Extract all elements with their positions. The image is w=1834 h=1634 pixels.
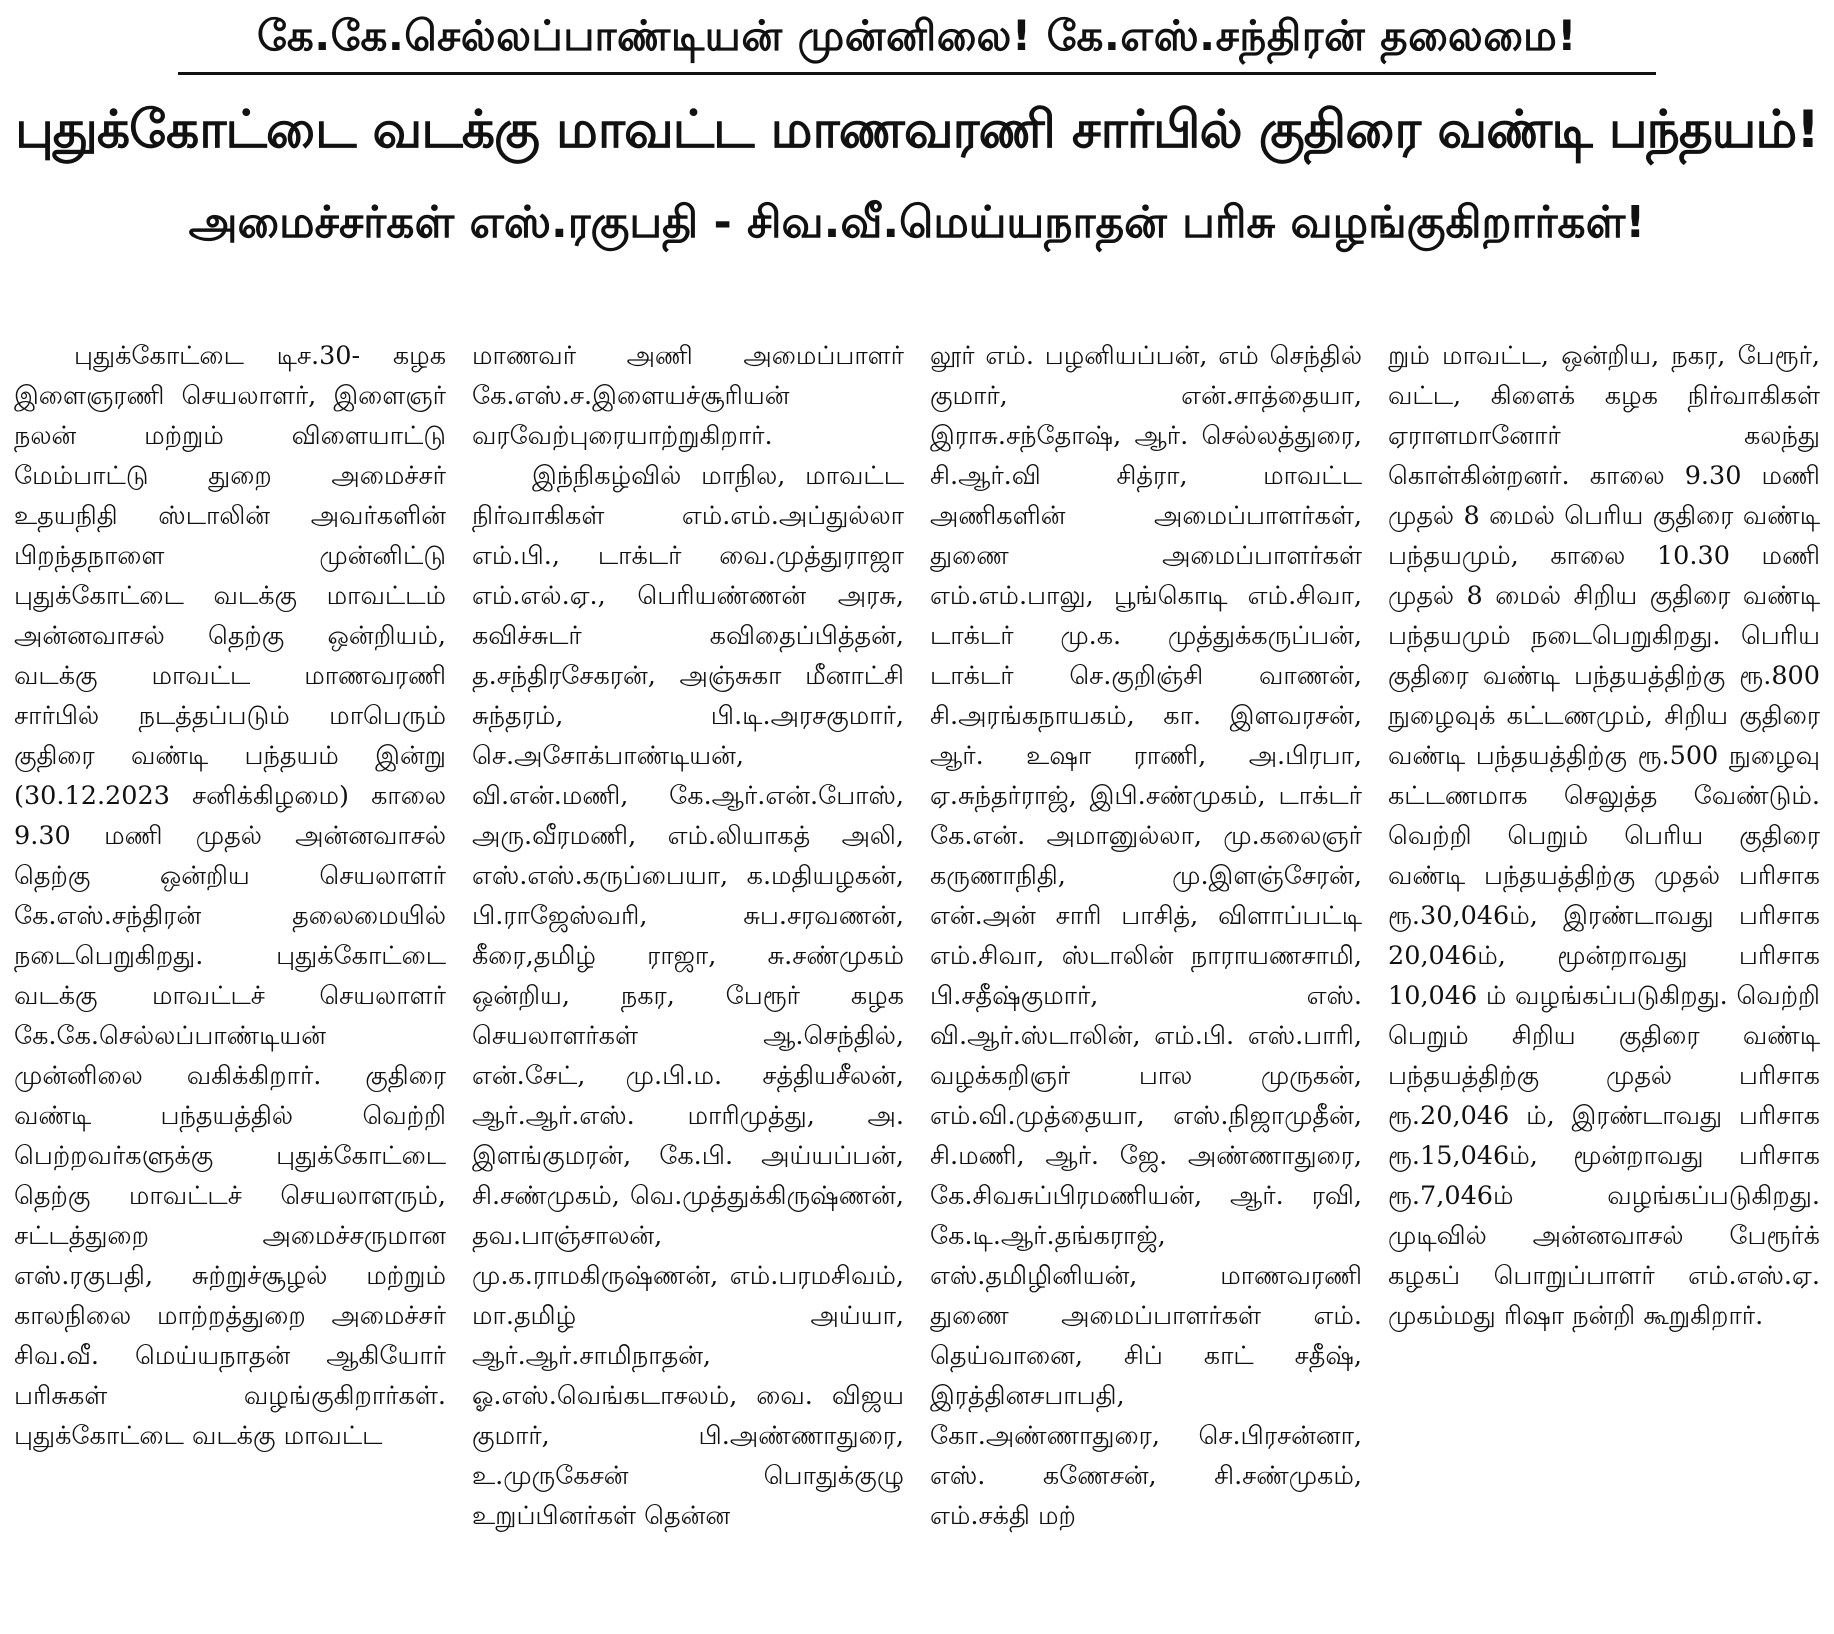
article-body xyxy=(10,336,1824,1628)
headline: புதுக்கோட்டை வடக்கு மாவட்ட மாணவரணி சார்பில் குதிரை வண்டி பந்தயம்! xyxy=(15,100,1819,160)
column-2-paragraph-2: இந்நிகழ்வில் மாநில, மாவட்ட நிர்வாகிகள் எம்.எம்.அப்துல்லா எம்.பி., டாக்டர் வை.முத்துராஜா எம்.எல்.ஏ., பெரியண்ணன் அரசு, கவிச்சுடர் கவிதைப்பித்தன், த.சந்திரசேகரன், அஞ்சுகா மீனாட்சி சுந்தரம், பி.டி.அரசகுமார், செ.அசோக்பாண்டியன், வி.என்.மணி, கே.ஆர்.என்.போஸ், அரு.வீரமணி, எம்.லியாகத் அலி, எஸ்.எஸ்.கருப்பையா, க.மதியழகன், பி.ராஜேஸ்வரி, சுப.சரவணன், கீரை,தமிழ் ராஜா, சு.சண்முகம் ஒன்றிய, நகர, பேரூர் கழக செயலாளர்கள் ஆ.செந்தில், என்.சேட், மு.பி.ம. சத்தியசீலன், ஆர்.ஆர்.எஸ். மாரிமுத்து, அ. இளங்குமரன், கே.பி. அய்யப்பன், சி.சண்முகம், வெ.முத்துக்கிருஷ்ணன், தவ.பாஞ்சாலன், மு.க.ராமகிருஷ்ணன், எம்.பரமசிவம், மா.தமிழ் அய்யா, ஆர்.ஆர்.சாமிநாதன், ஓ.எஸ்.வெங்கடாசலம், வை. விஜய குமார், பி.அண்ணாதுரை, உ.முருகேசன் பொதுக்குழு உறுப்பினர்கள் தென்ன xyxy=(472,461,904,1531)
column-1-paragraph-1: புதுக்கோட்டை டிச.30- கழக இளைஞரணி செயலாளர், இளைஞர் நலன் மற்றும் விளையாட்டு மேம்பாட்டு துறை அமைச்சர் உதயநிதி ஸ்டாலின் அவர்களின் பிறந்தநாளை முன்னிட்டு புதுக்கோட்டை வடக்கு மாவட்டம் அன்னவாசல் தெற்கு ஒன்றியம், வடக்கு மாவட்ட மாணவரணி சார்பில் நடத்தப்படும் மாபெரும் குதிரை வண்டி பந்தயம் இன்று (30.12.2023 சனிக்கிழமை) காலை 9.30 மணி முதல் அன்னவாசல் தெற்கு ஒன்றிய செயலாளர் கே.எஸ்.சந்திரன் தலைமையில் நடைபெறுகிறது. புதுக்கோட்டை வடக்கு மாவட்டச் செயலாளர் கே.கே.செல்லப்பாண்டியன் முன்னிலை வகிக்கிறார். குதிரை வண்டி பந்தயத்தில் வெற்றி பெற்றவர்களுக்கு புதுக்கோட்டை தெற்கு மாவட்டச் செயலாளரும், சட்டத்துறை அமைச்சருமான எஸ்.ரகுபதி, சுற்றுச்சூழல் மற்றும் காலநிலை மாற்றத்துறை அமைச்சர் சிவ.வீ. மெய்யநாதன் ஆகியோர் பரிசுகள் வழங்குகிறார்கள். புதுக்கோட்டை வடக்கு மாவட்ட xyxy=(14,341,446,1451)
kicker-line: கே.கே.செல்லப்பாண்டியன் முன்னிலை! கே.எஸ்.சந்திரன் தலைமை! xyxy=(257,11,1577,60)
article-column-2 xyxy=(468,336,908,1628)
article-column-1 xyxy=(10,336,450,1628)
article-column-3 xyxy=(926,336,1366,1628)
column-3-paragraph-1: லூர் எம். பழனியப்பன், எம் செந்தில் குமார், என்.சாத்தையா, இராசு.சந்தோஷ், ஆர். செல்லத்துரை, சி.ஆர்.வி சித்ரா, மாவட்ட அணிகளின் அமைப்பாளர்கள், துணை அமைப்பாளர்கள் எம்.எம்.பாலு, பூங்கொடி எம்.சிவா, டாக்டர் மு.க. முத்துக்கருப்பன், டாக்டர் செ.குறிஞ்சி வாணன், சி.அரங்கநாயகம், கா. இளவரசன், ஆர். உஷா ராணி, அ.பிரபா, ஏ.சுந்தர்ராஜ், இபி.சண்முகம், டாக்டர் கே.என். அமானுல்லா, மு.கலைஞர் கருணாநிதி, மு.இளஞ்சேரன், என்.அன் சாரி பாசித், விளாப்பட்டி எம்.சிவா, ஸ்டாலின் நாராயணசாமி, பி.சதீஷ்குமார், எஸ். வி.ஆர்.ஸ்டாலின், எம்.பி. எஸ்.பாரி, வழக்கறிஞர் பால முருகன், எம்.வி.முத்தையா, எஸ்.நிஜாமுதீன், சி.மணி, ஆர். ஜே. அண்ணாதுரை, கே.சிவசுப்பிரமணியன், ஆர். ரவி, கே.டி.ஆர்.தங்கராஜ், எஸ்.தமிழினியன், மாணவரணி துணை அமைப்பாளர்கள் எம். தெய்வானை, சிப் காட் சதீஷ், இரத்தினசபாபதி, கோ.அண்ணாதுரை, செ.பிரசன்னா, எஸ். கணேசன், சி.சண்முகம், எம்.சக்தி மற் xyxy=(930,341,1362,1531)
column-2-paragraph-1: மாணவர் அணி அமைப்பாளர் கே.எஸ்.ச.இளையச்சூரியன் வரவேற்புரையாற்றுகிறார். xyxy=(472,341,904,451)
column-4-paragraph-1: றும் மாவட்ட, ஒன்றிய, நகர, பேரூர், வட்ட, கிளைக் கழக நிர்வாகிகள் ஏராளமானோர் கலந்து கொள்கின்றனர். காலை 9.30 மணி முதல் 8 மைல் பெரிய குதிரை வண்டி பந்தயமும், காலை 10.30 மணி முதல் 8 மைல் சிறிய குதிரை வண்டி பந்தயமும் நடைபெறுகிறது. பெரிய குதிரை வண்டி பந்தயத்திற்கு ரூ.800 நுழைவுக் கட்டணமும், சிறிய குதிரை வண்டி பந்தயத்திற்கு ரூ.500 நுழைவு கட்டணமாக செலுத்த வேண்டும். வெற்றி பெறும் பெரிய குதிரை வண்டி பந்தயத்திற்கு முதல் பரிசாக ரூ.30,046ம், இரண்டாவது பரிசாக 20,046ம், மூன்றாவது பரிசாக 10,046 ம் வழங்கப்படுகிறது. வெற்றி பெறும் சிறிய குதிரை வண்டி பந்தயத்திற்கு முதல் பரிசாக ரூ.20,046 ம், இரண்டாவது பரிசாக ரூ.15,046ம், மூன்றாவது பரிசாக ரூ.7,046ம் வழங்கப்படுகிறது. முடிவில் அன்னவாசல் பேரூர்க் கழகப் பொறுப்பாளர் எம்.எஸ்.ஏ. முகம்மது ரிஷா நன்றி கூறுகிறார். xyxy=(1388,341,1820,1331)
article-column-4 xyxy=(1384,336,1824,1628)
sub-headline: அமைச்சர்கள் எஸ்.ரகுபதி - சிவ.வீ.மெய்யநாதன் பரிசு வழங்குகிறார்கள்! xyxy=(188,197,1646,248)
